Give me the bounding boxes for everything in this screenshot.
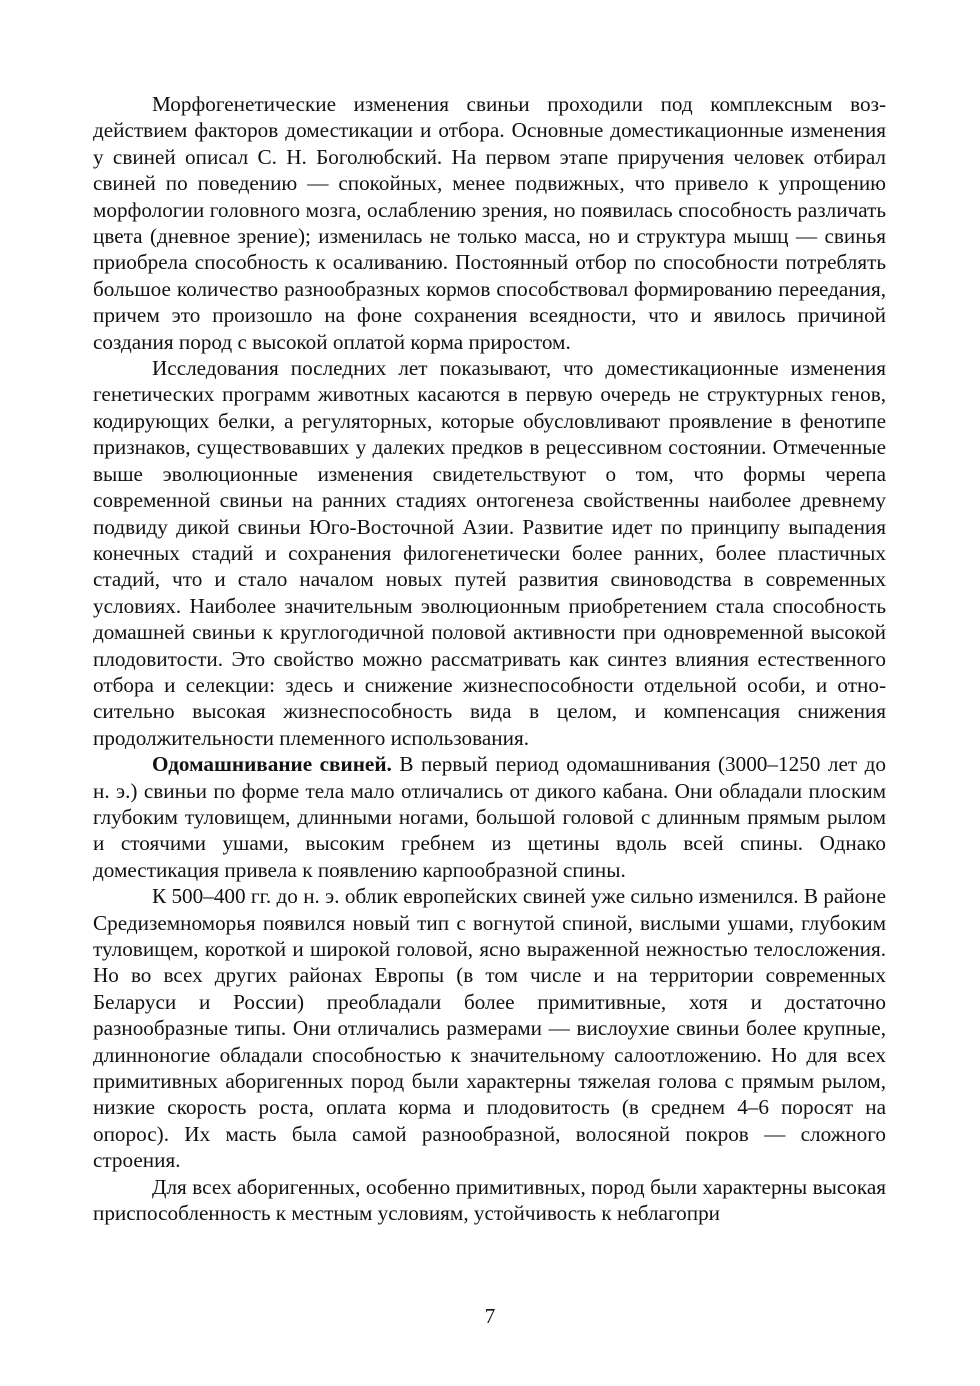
document-body [93,91,886,1226]
paragraph-recent-research [93,355,886,751]
paragraph-text: Для всех аборигенных, особенно примитивных, пород были характерны высокая приспособленность к местным условиям, устойчивость к неблагопри [93,1174,886,1226]
paragraph-text: Морфогенетические изменения свиньи проходили под комплексным воздействием факторов доместикации и отбора. Основные доместикационные изменения у свиней описал С. Н. Боголюбский. На первом этапе приручения человек отбирал свиней по поведению — спокойных, менее подвижных, что привело к упрощению морфологии головного мозга, ослаблению зрения, но появилась способность различать цвета (дневное зрение); изменилась не только масса, но и структура мышц — свинья приобрела способность к осаливанию. Постоянный отбор по способности потреблять большое количество разнообразных кормов способствовал формированию переедания, причем это произошло на фоне сохранения всеядности, что и явилось причиной создания пород с высокой оплатой корма приростом. [93,92,886,354]
page-number: 7 [484,1304,496,1328]
section-heading-domestication: Одомашнивание свиней. [152,752,392,777]
paragraph-aboriginal-breeds [93,1174,886,1227]
paragraph-morphogenetic-changes [93,91,886,355]
paragraph-text: В первый период одомашнивания (3000–1250 лет до н. э.) свиньи по форме тела мало отличались от дикого кабана. Они обладали плоским глубоким туловищем, длинными ногами, большой головой с длинным прямым рылом и стоячими ушами, высоким гребнем из щетины вдоль всей спины. Однако доместикация привела к появлению карпообразной спины. [93,752,886,882]
paragraph-text: Исследования последних лет показывают, что доместикационные изменения генетических программ животных касаются в первую очередь не структурных генов, кодирующих белки, а регуляторных, которые обусловливают проявление в фенотипе признаков, существовавших у далеких предков в рецессивном состоянии. Отмеченные выше эволюционные изменения свидетельствуют о том, что формы черепа современной свиньи на ранних стадиях онтогенеза свойственны наиболее древнему подвиду дикой свиньи Юго-Восточной Азии. Развитие идет по принципу выпадения конечных стадий и сохранения филогенетически более ранних, более пластичных стадий, что и стало началом новых путей развития свиноводства в современных условиях. Наиболее значительным эволюционным приобретением стала способность домашней свиньи к круглогодичной половой активности при одновременной высокой плодовитости. Это свойство можно рассматривать как синтез влияния естественного отбора и селекции: здесь и снижение жизнеспособности отдельной особи, и относительно высокая жизнеспособность вида в целом, и компенсация снижения продолжительности племенного использования. [93,356,886,750]
paragraph-text: К 500–400 гг. до н. э. облик европейских свиней уже сильно изменился. В районе Средиземноморья появился новый тип с вогнутой спиной, вислыми ушами, глубоким туловищем, короткой и широкой головой, ясно выраженной нежностью телосложения. Но во всех других районах Европы (в том числе и на территории современных Беларуси и России) преобладали более примитивные, хотя и достаточно разнообразные типы. Они отличались размерами — вислоухие свиньи более крупные, длинноногие обладали способностью к значительному салоотложению. Но для всех примитивных аборигенных пород были характерны тяжелая голова с прямым рылом, низкие скорость роста, оплата корма и плодовитость (в среднем 4–6 поросят на опорос). Их масть была самой разнообразной, волосяной покров — сложного строения. [93,884,886,1173]
paragraph-domestication [93,751,886,883]
paragraph-european-pigs [93,883,886,1173]
